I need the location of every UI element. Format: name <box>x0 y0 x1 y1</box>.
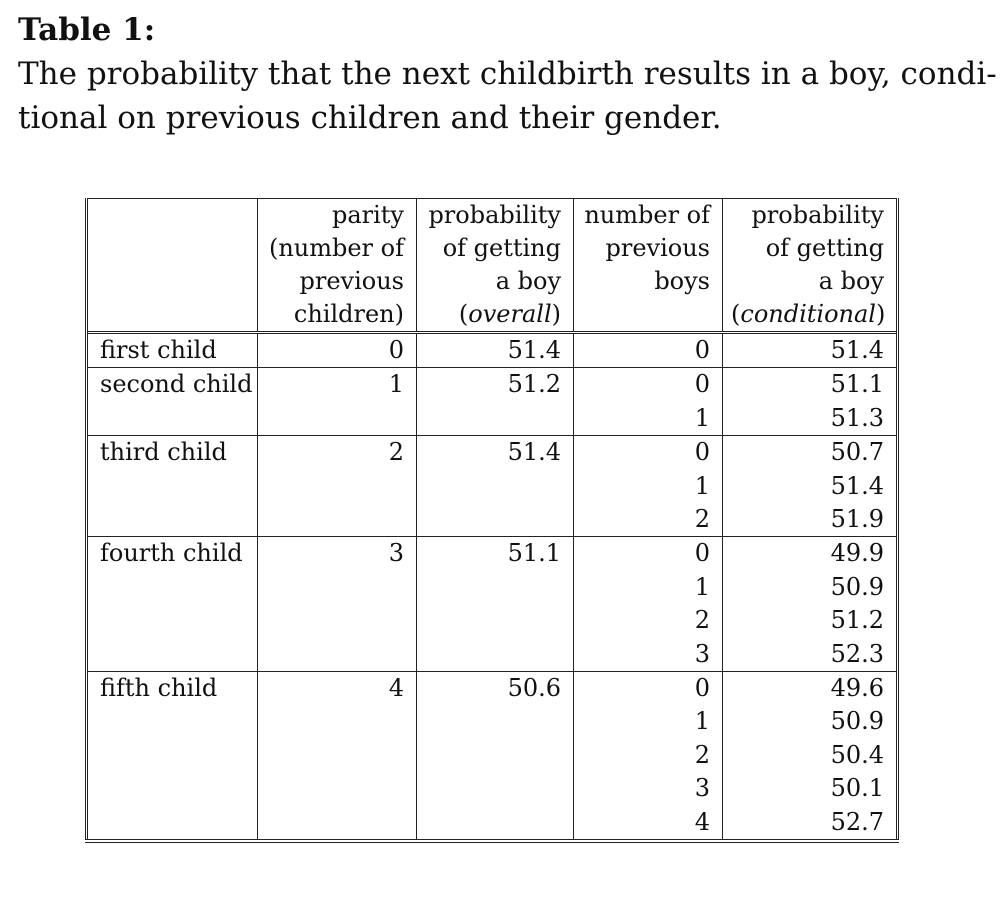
header-overall-line-1: probability <box>428 201 561 229</box>
paren-open: ( <box>731 300 741 328</box>
header-overall-line-2: of getting <box>442 234 561 262</box>
parity-cell: 0 <box>258 333 417 368</box>
boy-probability-table <box>85 198 899 843</box>
table-header-row <box>87 199 898 333</box>
boys-cell: 2 <box>574 503 723 537</box>
conditional-cell: 50.1 <box>723 772 898 805</box>
header-boys-line-1: number of <box>584 201 710 229</box>
boys-cell: 2 <box>574 739 723 772</box>
conditional-cell: 51.2 <box>723 604 898 637</box>
caption-line-1: The probability that the next childbirth results in a boy, condi- <box>18 56 997 92</box>
table-row <box>87 537 898 571</box>
conditional-cell: 51.9 <box>723 503 898 537</box>
conditional-cell: 50.4 <box>723 739 898 772</box>
boys-cell: 4 <box>574 806 723 841</box>
boys-cell: 1 <box>574 571 723 604</box>
header-cond-line-1: probability <box>751 201 884 229</box>
conditional-cell: 49.6 <box>723 672 898 706</box>
overall-cell: 50.6 <box>417 672 574 842</box>
boys-cell: 1 <box>574 402 723 436</box>
conditional-cell: 52.3 <box>723 638 898 672</box>
header-previous-boys <box>574 199 723 333</box>
boys-cell: 3 <box>574 638 723 672</box>
boys-cell: 2 <box>574 604 723 637</box>
boys-cell: 0 <box>574 333 723 368</box>
row-label: fourth child <box>87 537 258 672</box>
header-cond-line-4 <box>731 298 884 331</box>
row-label: second child <box>87 368 258 436</box>
header-overall-line-4 <box>425 298 561 331</box>
header-parity-line-3: previous <box>299 267 404 295</box>
boys-cell: 3 <box>574 772 723 805</box>
boys-cell: 0 <box>574 672 723 706</box>
row-label: first child <box>87 333 258 368</box>
row-label: third child <box>87 436 258 537</box>
conditional-cell: 51.4 <box>723 470 898 503</box>
table-caption <box>18 8 997 140</box>
paren-close: ) <box>875 300 886 328</box>
conditional-cell: 51.1 <box>723 368 898 402</box>
header-parity-line-4: children) <box>293 300 404 328</box>
header-overall-italic: overall <box>468 300 552 328</box>
header-boys-line-3: boys <box>654 267 710 295</box>
header-empty <box>87 199 258 333</box>
parity-cell: 3 <box>258 537 417 672</box>
conditional-cell: 51.3 <box>723 402 898 436</box>
boys-cell: 1 <box>574 470 723 503</box>
conditional-cell: 49.9 <box>723 537 898 571</box>
boys-cell: 0 <box>574 537 723 571</box>
header-conditional <box>723 199 898 333</box>
conditional-cell: 50.9 <box>723 571 898 604</box>
header-parity <box>258 199 417 333</box>
table-row <box>87 368 898 402</box>
table-row <box>87 672 898 706</box>
header-overall <box>417 199 574 333</box>
table-row <box>87 436 898 470</box>
header-parity-line-2: (number of <box>268 234 404 262</box>
caption-label: Table 1: <box>18 12 156 48</box>
caption-text <box>18 52 997 140</box>
header-cond-italic: conditional <box>740 300 876 328</box>
conditional-cell: 50.9 <box>723 705 898 738</box>
header-boys-line-2: previous <box>605 234 710 262</box>
header-cond-line-2: of getting <box>765 234 884 262</box>
header-cond-line-3: a boy <box>818 267 884 295</box>
table-row <box>87 333 898 368</box>
caption-line-2: tional on previous children and their gender. <box>18 100 722 136</box>
header-parity-line-1: parity <box>331 201 404 229</box>
boys-cell: 0 <box>574 436 723 470</box>
boys-cell: 1 <box>574 705 723 738</box>
parity-cell: 2 <box>258 436 417 537</box>
overall-cell: 51.4 <box>417 436 574 537</box>
table-body <box>87 333 898 842</box>
overall-cell: 51.2 <box>417 368 574 436</box>
row-label: fifth child <box>87 672 258 842</box>
header-overall-line-3: a boy <box>495 267 561 295</box>
overall-cell: 51.1 <box>417 537 574 672</box>
boys-cell: 0 <box>574 368 723 402</box>
paren-close: ) <box>551 300 561 328</box>
parity-cell: 4 <box>258 672 417 842</box>
conditional-cell: 52.7 <box>723 806 898 841</box>
conditional-cell: 51.4 <box>723 333 898 368</box>
paren-open: ( <box>458 300 469 328</box>
conditional-cell: 50.7 <box>723 436 898 470</box>
parity-cell: 1 <box>258 368 417 436</box>
overall-cell: 51.4 <box>417 333 574 368</box>
